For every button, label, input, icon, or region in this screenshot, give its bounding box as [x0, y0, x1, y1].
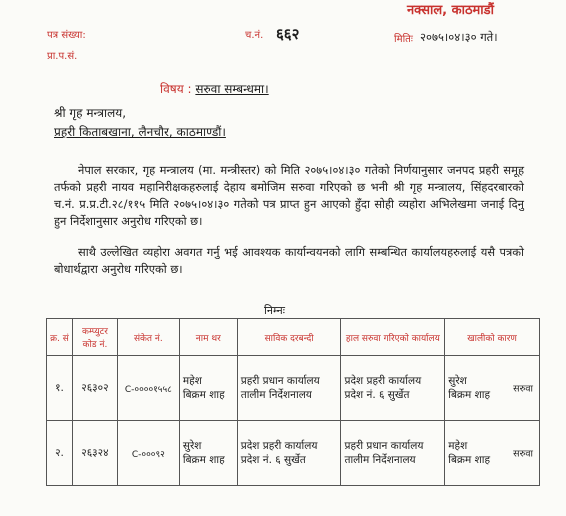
office-address: नक्साल, काठमाडौं [406, 3, 494, 18]
header-hal: हाल सरुवा गरिएको कार्यालय [341, 319, 445, 356]
sabik-line-2: तालीम निर्देशनालय [240, 389, 312, 401]
chalani-number: ६६२ [276, 25, 300, 43]
header-name: नाम थर [179, 319, 237, 356]
hal-line-2: प्रदेश नं. ६ सुर्खेत [344, 389, 410, 401]
cell-hal [341, 421, 445, 486]
sabik-line-1: प्रदेश प्रहरी कार्यालय [240, 440, 318, 452]
reason-tag: सरुवा [513, 383, 533, 395]
patra-sankhya-label: पत्र संख्या: [47, 30, 86, 41]
cell-name [179, 356, 237, 421]
table-header-row [47, 319, 540, 356]
reason-name [448, 439, 490, 467]
cell-name [179, 421, 237, 486]
subject-text: सरुवा सम्बन्धमा। [195, 82, 269, 96]
paragraph-2-text: साथै उल्लेखित व्यहोरा अवगत गर्नु भई आवश्यक कार्यान्वयनको लागि सम्बन्धित कार्यालयहरुलाई यसै पत्रको बोधार्थद्वारा अनुरोध गरिएको छ। [54, 245, 524, 276]
header-code: कम्प्युटर कोड नं. [72, 319, 117, 356]
cell-kra: १. [47, 356, 73, 421]
subject-colon: : [187, 82, 192, 96]
cell-hal [341, 356, 445, 421]
table-row [47, 356, 540, 421]
hal-line-1: प्रहरी प्रधान कार्यालय [344, 440, 424, 452]
reason-first: महेश [448, 440, 468, 452]
cell-reason [445, 356, 540, 421]
reason-name [448, 374, 490, 402]
reason-first: सुरेश [448, 375, 467, 387]
header-reason: खालीको कारण [445, 319, 540, 356]
cell-sanket: C-००००१५५८ [117, 356, 179, 421]
reason-tag: सरुवा [513, 448, 533, 460]
name-first: महेश [182, 375, 202, 387]
header-sabik: साविक दरबन्दी [237, 319, 341, 356]
recipient-line-2: प्रहरी किताबखाना, लैनचौर, काठमाण्डौं। [54, 125, 226, 139]
table-row [47, 421, 540, 486]
chalani-label: च.नं. [245, 30, 264, 41]
name-first: सुरेश [182, 440, 202, 452]
cell-sabik [237, 421, 341, 486]
header-sanket: संकेत नं. [117, 319, 179, 356]
cell-kra: २. [47, 421, 73, 486]
recipient-line-1: श्री गृह मन्त्रालय, [54, 106, 127, 120]
miti-value: २०७५।०४।३० गते। [420, 30, 498, 44]
transfer-table [46, 318, 540, 486]
nimna-label: निम्नः [264, 304, 285, 317]
hal-line-2: तालीम निर्देशनालय [344, 454, 416, 466]
body-paragraph-2 [54, 244, 524, 278]
body-paragraph-1 [54, 162, 524, 230]
reason-last: बिक्रम शाह [448, 454, 491, 466]
name-last: बिक्रम शाह [182, 389, 225, 401]
cell-sanket: C-०००९२ [117, 421, 179, 486]
cell-code: २६३०२ [72, 356, 117, 421]
sabik-line-2: प्रदेश नं. ६ सुर्खेत [240, 454, 306, 466]
subject-line [160, 80, 269, 97]
pra-pa-sa-label: प्रा.प.सं. [47, 51, 78, 62]
subject-label: विषय [160, 82, 184, 96]
name-last: बिक्रम शाह [182, 454, 225, 466]
header-kra: क्र. सं [47, 319, 73, 356]
sabik-line-1: प्रहरी प्रधान कार्यालय [240, 375, 320, 387]
reason-last: बिक्रम शाह [448, 389, 491, 401]
cell-sabik [237, 356, 341, 421]
cell-reason [445, 421, 540, 486]
hal-line-1: प्रदेश प्रहरी कार्यालय [344, 375, 422, 387]
paragraph-1-text: नेपाल सरकार, गृह मन्त्रालय (मा. मन्त्रीस्तर) को मिति २०७५।०४।३० गतेको निर्णयानुसार जनपद प्रहरी समूह तर्फको प्रहरी नायव महानिरीक्षकहरुलाई देहाय बमोजिम सरुवा गरिएको छ भनी श्री गृह मन्त्रालय, सिंहदरबारको च.नं. प्र.प्र.टी.२८/११५ मिति २०७५।०४।३० गतेको पत्र प्राप्त हुन आएको हुँदा सोही व्यहोरा अभिलेखमा जनाई दिनु हुन निर्देशानुसार अनुरोध गरिएको छ। [54, 163, 524, 228]
miti-label: मितिः [394, 34, 413, 45]
cell-code: २६३२४ [72, 421, 117, 486]
